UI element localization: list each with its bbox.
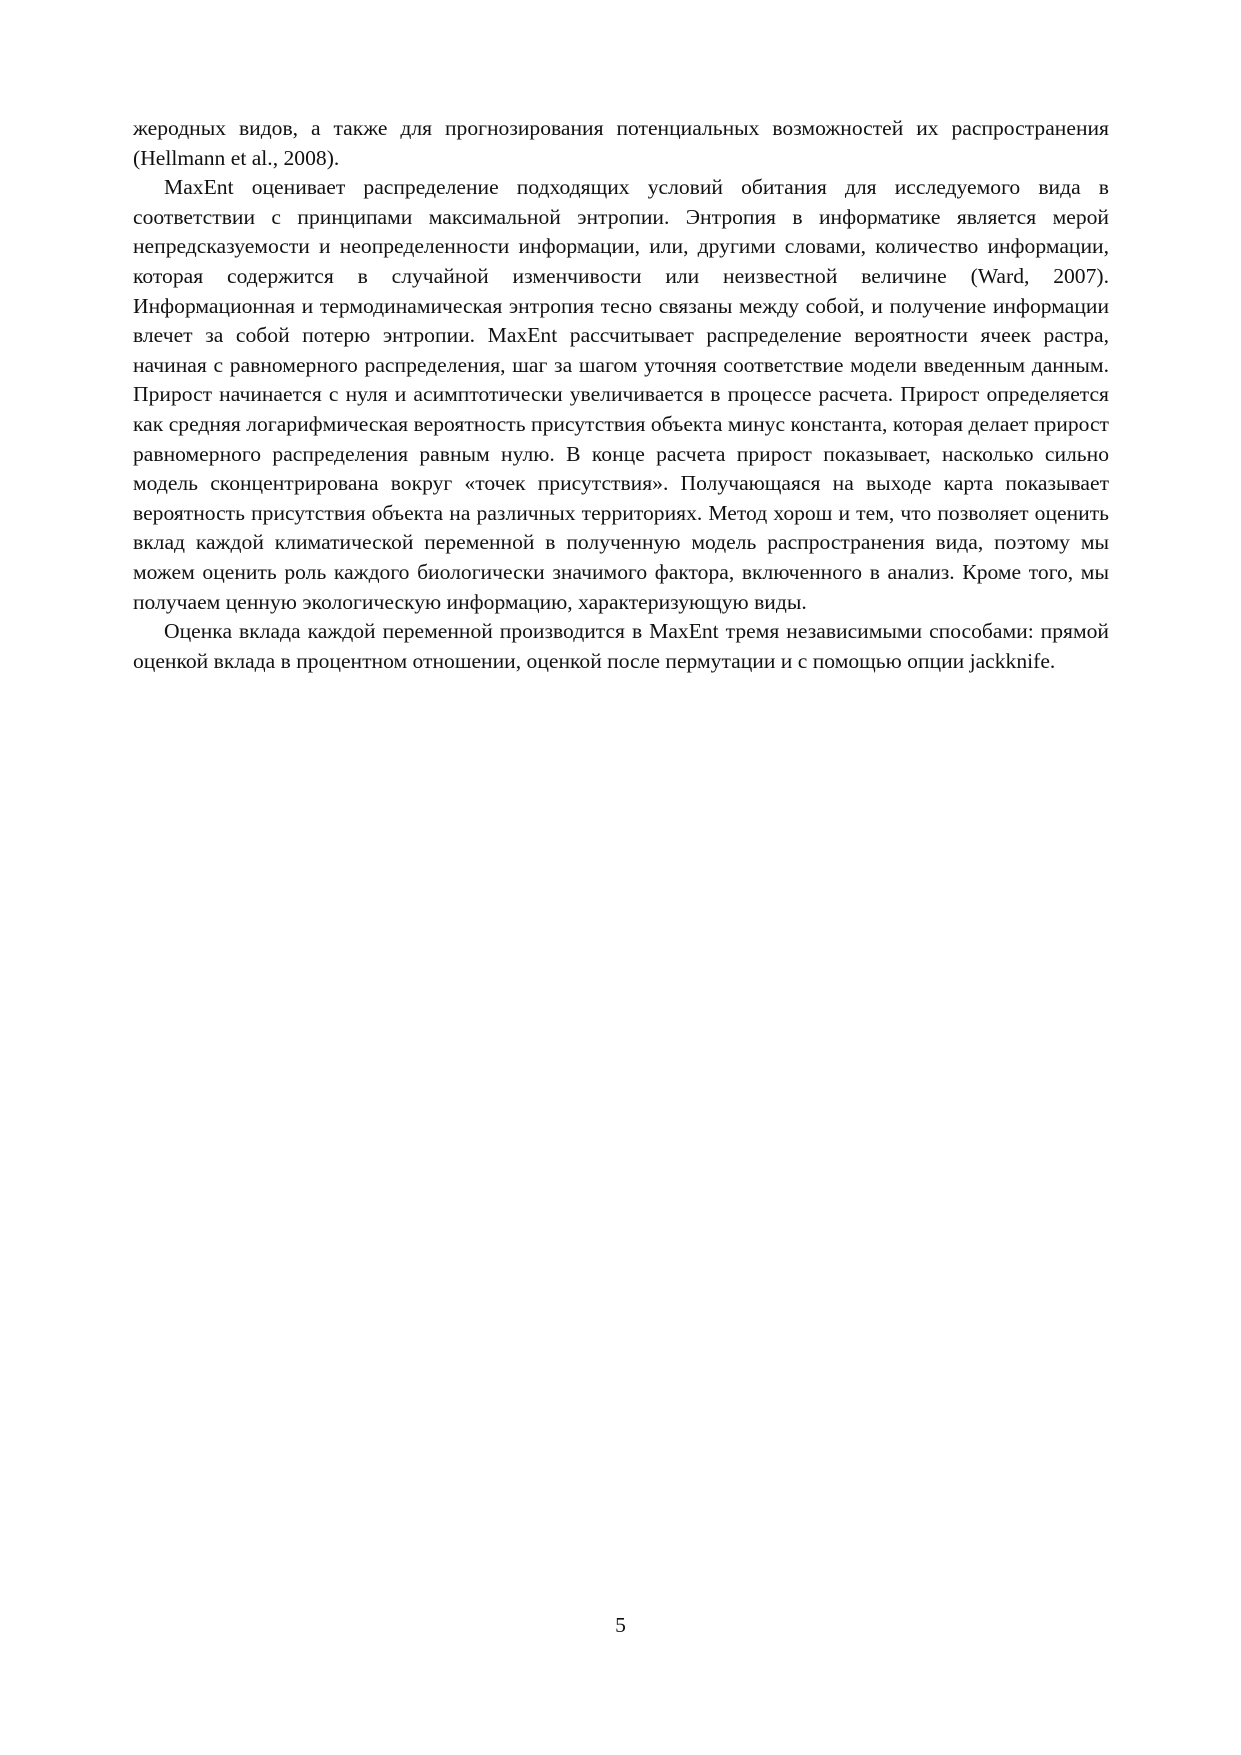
paragraph-continuation: жеродных видов, а также для прогнозирования потенциальных возможностей их распространения (Hellmann et al., 2008).: [133, 116, 1109, 170]
paragraph-maxent-entropy: MaxEnt оценивает распределение подходящих условий обитания для исследуемого вида в соответствии с принципами максимальной энтропии. Энтропия в информатике является мерой непредсказуемости и неопределенности информации, или, другими словами, количество информации, которая содержится в случайной изменчивости или неизвестной величине (Ward, 2007). Информационная и термодинамическая энтропия тесно связаны между собой, и получение информации влечет за собой потерю энтропии. MaxEnt рассчитывает распределение вероятности ячеек растра, начиная с равномерного распределения, шаг за шагом уточняя соответствие модели введенным данным. Прирост начинается с нуля и асимптотически увеличивается в процессе расчета. Прирост определяется как средняя логарифмическая вероятность присутствия объекта минус константа, которая делает прирост равномерного распределения равным нулю. В конце расчета прирост показывает, насколько сильно модель сконцентрирована вокруг «точек присутствия». Получающаяся на выходе карта показывает вероятность присутствия объекта на различных территориях. Метод хорош и тем, что позволяет оценить вклад каждой климатической переменной в полученную модель распространения вида, поэтому мы можем оценить роль каждого биологически значимого фактора, включенного в анализ. Кроме того, мы получаем ценную экологическую информацию, характеризующую виды.: [133, 175, 1109, 614]
page-number: 5: [615, 1613, 626, 1637]
paragraph-variable-contribution: Оценка вклада каждой переменной производится в MaxEnt тремя независимыми способами: прямой оценкой вклада в процентном отношении, оценкой после пермутации и с помощью опции jackknife.: [133, 619, 1109, 673]
body-text: [133, 114, 1109, 676]
